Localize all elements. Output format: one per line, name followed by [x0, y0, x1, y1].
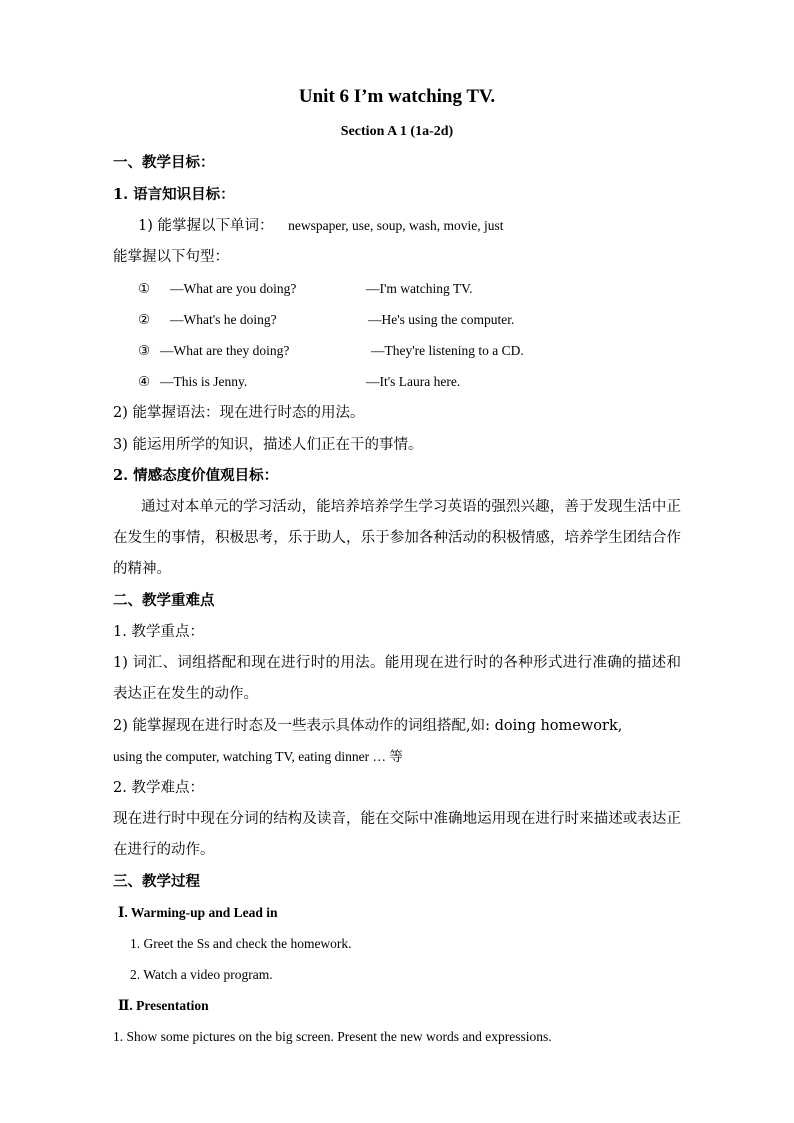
heading-teaching-objectives: 一、教学目标：: [113, 154, 215, 171]
sentence-num: ④: [138, 374, 151, 389]
sentence-num: ③: [138, 343, 151, 358]
key-points-label: 1. 教学重点：: [113, 624, 204, 640]
sentence-question: —What's he doing?: [170, 312, 277, 327]
ability-item: 3) 能运用所学的知识，描述人们正在干的事情。: [113, 437, 423, 453]
key-point-2-line2: using the computer, watching TV, eating dinner … 等: [113, 749, 403, 764]
part1-heading: Ⅰ. Warming-up and Lead in: [118, 905, 278, 920]
vocab-label: 1) 能掌握以下单词：: [138, 218, 274, 234]
sentence-question: —This is Jenny.: [160, 374, 248, 389]
sentence-answer: —It's Laura here.: [366, 374, 461, 389]
sentence-answer: —He's using the computer.: [368, 312, 515, 327]
key-point-2-line1: 2) 能掌握现在进行时态及一些表示具体动作的词组搭配,如: doing homework,: [113, 718, 623, 734]
part2-heading: Ⅱ. Presentation: [118, 998, 209, 1013]
part1-item: 2. Watch a video program.: [130, 967, 273, 982]
sentence-question: —What are they doing?: [160, 343, 290, 358]
heading-emotional-goals: 2. 情感态度价值观目标：: [113, 467, 279, 484]
part1-item: 1. Greet the Ss and check the homework.: [130, 936, 352, 951]
unit-title: Unit 6 I’m watching TV.: [298, 86, 496, 107]
key-point-1: 1) 词汇、词组搭配和现在进行时的用法。能用现在进行时的各种形式进行准确的描述和表达正在发生的动作。: [113, 655, 681, 702]
sentence-question: —What are you doing?: [170, 281, 297, 296]
section-subtitle: Section A 1 (1a-2d): [340, 124, 454, 139]
grammar-item: 2) 能掌握语法：现在进行时态的用法。: [113, 405, 365, 421]
part2-item: 1. Show some pictures on the big screen. Present the new words and expressions.: [113, 1029, 552, 1044]
sentence-answer: —I'm watching TV.: [366, 281, 473, 296]
difficult-points-label: 2. 教学难点：: [113, 780, 204, 796]
emotional-goals-paragraph: 通过对本单元的学习活动，能培养培养学生学习英语的强烈兴趣，善于发现生活中正在发生的事情，积极思考，乐于助人，乐于参加各种活动的积极情感，培养学生团结合作的精神。: [113, 499, 681, 577]
vocab-words: newspaper, use, soup, wash, movie, just: [288, 218, 504, 233]
heading-teaching-process: 三、教学过程: [113, 873, 200, 890]
heading-language-knowledge: 1. 语言知识目标：: [113, 186, 235, 203]
sentence-num: ②: [138, 312, 151, 327]
vocab-line: [138, 216, 504, 236]
sentence-label: 能掌握以下句型：: [113, 249, 229, 265]
sentence-num: ①: [138, 281, 151, 296]
heading-key-difficult-points: 二、教学重难点: [113, 592, 215, 609]
difficult-points-paragraph: 现在进行时中现在分词的结构及读音，能在交际中准确地运用现在进行时来描述或表达正在进行的动作。: [113, 811, 681, 858]
sentence-answer: —They're listening to a CD.: [371, 343, 524, 358]
